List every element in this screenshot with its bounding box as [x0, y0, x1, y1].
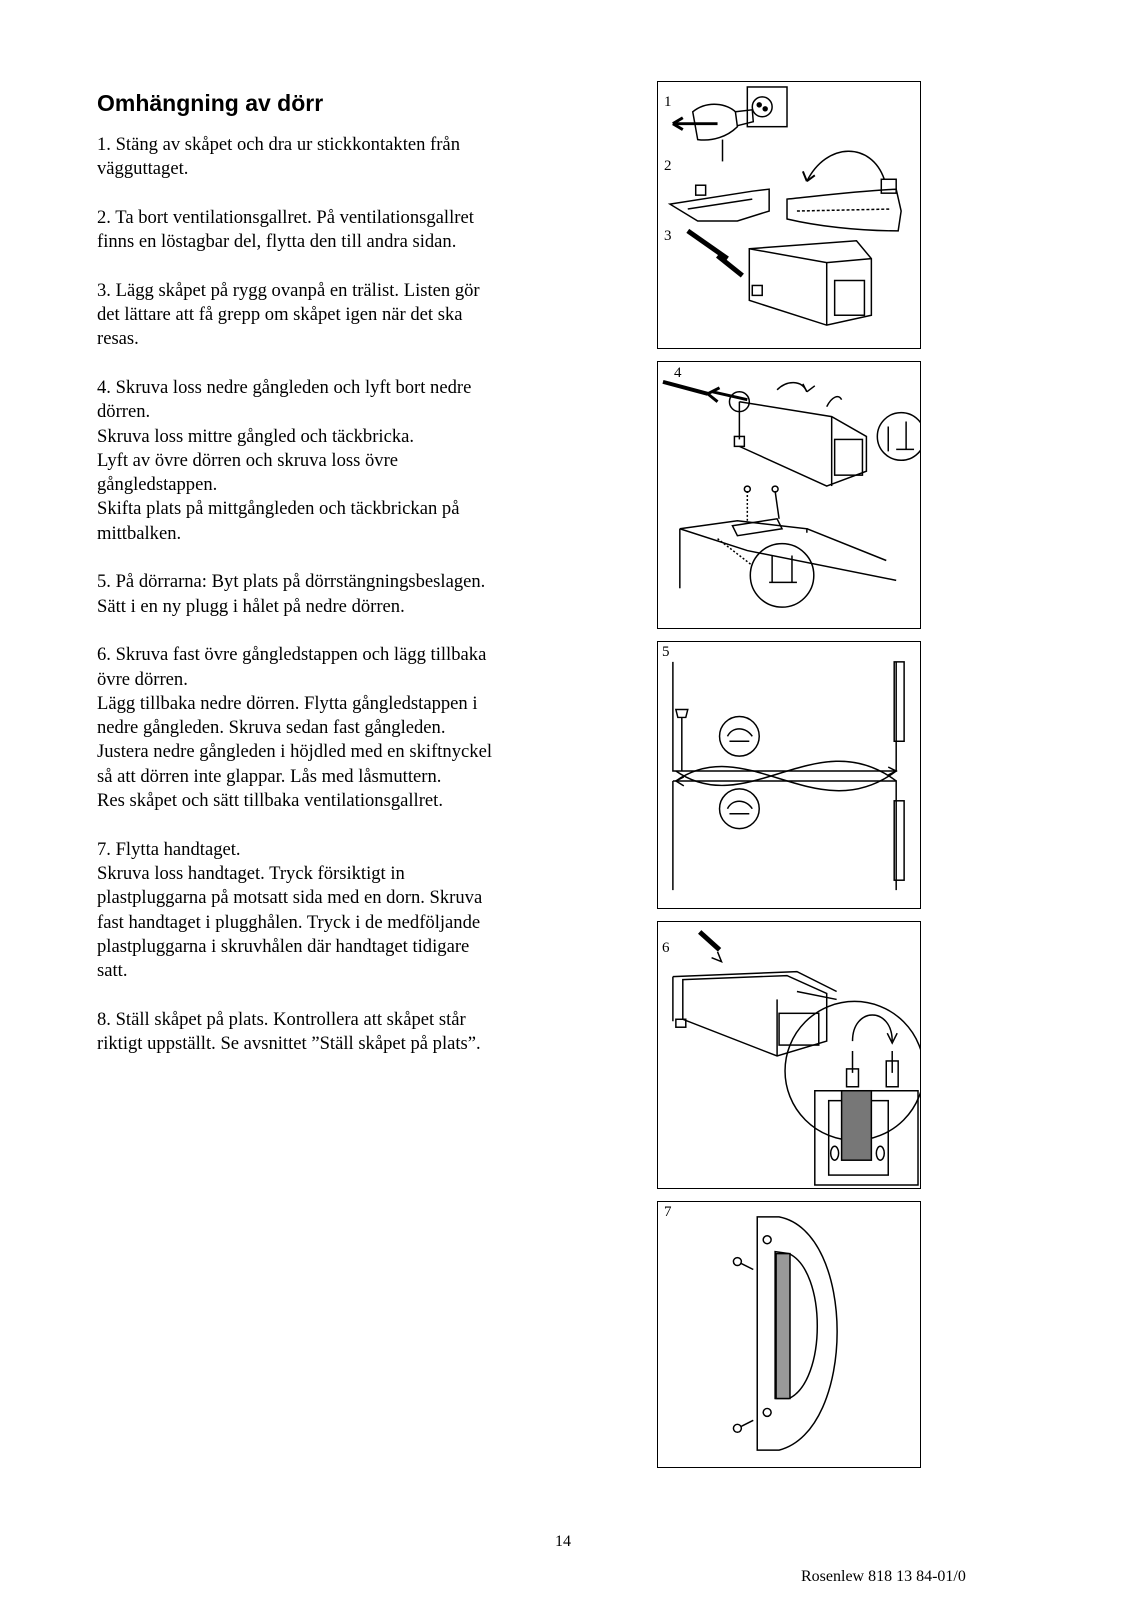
step-line: plastpluggarna på motsatt sida med en dorn. Skruva [97, 887, 483, 909]
figure-panel-step-6 [657, 921, 921, 1189]
step-line: fast handtaget i plugghålen. Tryck i de medföljande [97, 911, 481, 933]
figure-panel-step-4 [657, 361, 921, 629]
step-line: gångledstappen. [97, 474, 218, 496]
hinge-pin-refit-illustration [658, 922, 920, 1188]
figure-label: 3 [664, 228, 672, 244]
document-code: Rosenlew 818 13 84-01/0 [801, 1568, 966, 1585]
step-line: satt. [97, 960, 128, 982]
handle-move-illustration [658, 1202, 920, 1467]
step-line: riktigt uppställt. Se avsnittet ”Ställ skåpet på plats”. [97, 1032, 481, 1054]
hinge-removal-illustration [658, 362, 920, 628]
figure-label: 7 [664, 1204, 672, 1220]
step-line: Skruva loss handtaget. Tryck försiktigt in [97, 862, 405, 884]
figure-label: 5 [662, 644, 670, 660]
figure-label: 6 [662, 940, 670, 956]
step-line: 6. Skruva fast övre gångledstappen och lägg tillbaka [97, 644, 487, 666]
step-line: Lägg tillbaka nedre dörren. Flytta gångledstappen i [97, 692, 478, 714]
figure-label: 4 [674, 365, 682, 381]
step-5 [97, 570, 567, 619]
figure-panel-step-7 [657, 1201, 921, 1468]
step-line: Sätt i en ny plugg i hålet på nedre dörren. [97, 595, 405, 617]
step-7 [97, 838, 567, 984]
figure-label: 2 [664, 158, 672, 174]
step-line: 2. Ta bort ventilationsgallret. På ventilationsgallret [97, 206, 474, 228]
step-8 [97, 1008, 567, 1057]
page-title: Omhängning av dörr [97, 90, 324, 116]
step-line: 1. Stäng av skåpet och dra ur stickkontakten från [97, 134, 460, 155]
step-line: dörren. [97, 401, 151, 423]
figure-panel-steps-1-3 [657, 81, 921, 349]
door-closer-swap-illustration [658, 642, 920, 908]
step-line: det lättare att få grepp om skåpet igen när det ska [97, 304, 463, 326]
step-6 [97, 643, 567, 813]
step-line: 8. Ställ skåpet på plats. Kontrollera att skåpet står [97, 1008, 466, 1030]
step-line: finns en löstagbar del, flytta den till andra sidan. [97, 231, 457, 253]
step-2 [97, 206, 567, 255]
step-line: nedre gångleden. Skruva sedan fast gångleden. [97, 717, 446, 739]
step-line: plastpluggarna i skruvhålen där handtaget tidigare [97, 935, 470, 957]
step-line: Skifta plats på mittgångleden och täckbrickan på [97, 498, 460, 520]
step-4 [97, 376, 567, 546]
step-line: Res skåpet och sätt tillbaka ventilationsgallret. [97, 790, 443, 812]
figure-label: 1 [664, 94, 672, 110]
step-line: 7. Flytta handtaget. [97, 838, 241, 860]
step-3 [97, 279, 567, 352]
step-line: vägguttaget. [97, 158, 189, 180]
step-line: resas. [97, 328, 139, 350]
step-line: mittbalken. [97, 522, 182, 544]
step-line: 3. Lägg skåpet på rygg ovanpå en trälist. Listen gör [97, 279, 480, 301]
figure-panel-step-5 [657, 641, 921, 909]
instruction-steps [97, 133, 567, 1081]
step-line: Justera nedre gångleden i höjdled med en skiftnyckel [97, 741, 492, 763]
step-line: övre dörren. [97, 668, 188, 690]
step-line: 4. Skruva loss nedre gångleden och lyft bort nedre [97, 376, 472, 398]
step-line: så att dörren inte glappar. Lås med låsmuttern. [97, 765, 442, 787]
step-line: Lyft av övre dörren och skruva loss övre [97, 449, 399, 471]
step-line: 5. På dörrarna: Byt plats på dörrstängningsbeslagen. [97, 571, 486, 593]
page-number: 14 [555, 1533, 571, 1550]
step-line: Skruva loss mittre gångled och täckbricka. [97, 425, 415, 447]
step-1 [97, 133, 567, 182]
unplug-grille-tilt-illustration [658, 82, 920, 348]
